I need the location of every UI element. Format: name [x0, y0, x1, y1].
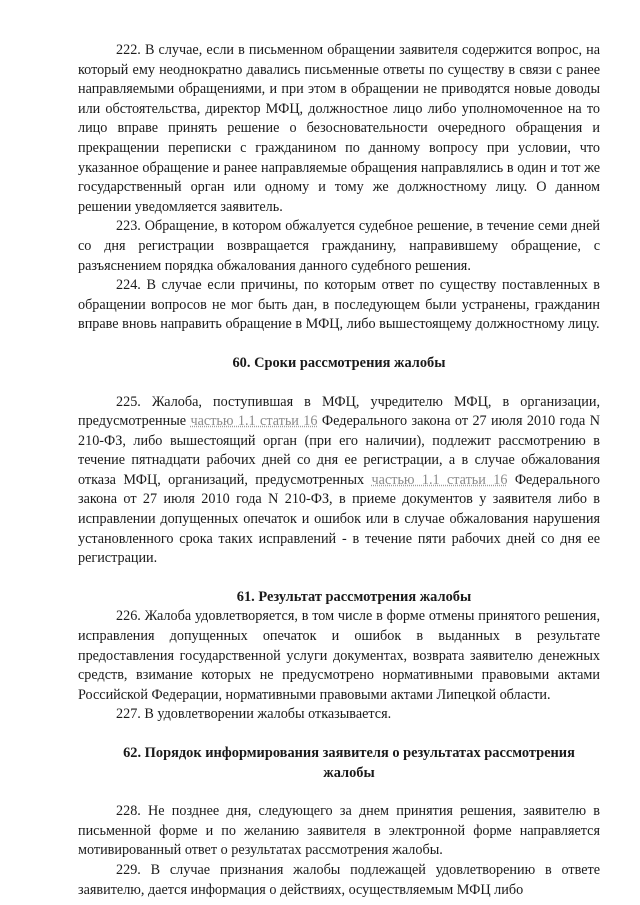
- paragraph-225: [78, 393, 600, 569]
- law-reference-link[interactable]: частью 1.1 статьи 16: [371, 471, 508, 488]
- paragraph-228: 228. Не позднее дня, следующего за днем принятия решения, заявителю в письменной форме и по желанию заявителя в электронной форме направляется мотивированный ответ о результатах рассмотрения жалобы.: [78, 803, 600, 859]
- paragraph-227: 227. В удовлетворении жалобы отказывается.: [116, 706, 392, 723]
- paragraph-229: 229. В случае признания жалобы подлежащей удовлетворению в ответе заявителю, дается информация о действиях, осуществляемым МФЦ либо: [78, 861, 600, 898]
- section-heading-62: 62. Порядок информирования заявителя о результатах рассмотрения жалобы: [123, 745, 575, 781]
- paragraph-226: 226. Жалоба удовлетворяется, в том числе в форме отмены принятого решения, исправления допущенных опечаток и ошибок в выданных в результате предоставления государственной услуги документах, возврата заявителю денежных средств, взимание которых не предусмотрено нормативными правовыми актами Российской Федерации, нормативными правовыми актами Липецкой области.: [78, 608, 600, 703]
- section-heading-60: 60. Сроки рассмотрения жалобы: [232, 354, 446, 371]
- document-page: [78, 41, 600, 900]
- paragraph-222: 222. В случае, если в письменном обращении заявителя содержится вопрос, на который ему неоднократно давались письменные ответы по существу в связи с ранее направляемыми обращениями, и при этом в обращении не приводятся новые доводы или обстоятельства, директор МФЦ, должностное лицо либо уполномоченное на то лицо вправе принять решение о безосновательности очередного обращения и прекращении переписки с гражданином по данному вопросу при условии, что указанное обращение и ранее направляемые обращения направлялись в один и тот же государственный орган или одному и тому же должностному лицу. О данном решении уведомляется заявитель.: [78, 42, 600, 215]
- paragraph-223: 223. Обращение, в котором обжалуется судебное решение, в течение семи дней со дня регистрации возвращается гражданину, направившему обращение, с разъяснением порядка обжалования данного судебного решения.: [78, 218, 600, 274]
- section-heading-61: 61. Результат рассмотрения жалобы: [236, 588, 472, 605]
- law-reference-link[interactable]: частью 1.1 статьи 16: [190, 413, 318, 430]
- paragraph-224: 224. В случае если причины, по которым ответ по существу поставленных в обращении вопросов не мог быть дан, в последующем были устранены, гражданин вправе вновь направить обращение в МФЦ, либо вышестоящему должностному лицу.: [78, 277, 600, 333]
- paragraph-225-text-2: Федерального закона от 27 июля 2010 года N 210-ФЗ, либо вышестоящий орган (при его наличии), подлежит рассмотрению в течение пятнадцати рабочих дней со дня ее регистрации, а в случае обжалования отказа МФЦ, организаций, предусмотренных: [78, 413, 600, 488]
- paragraph-225-text-3: Федерального закона от 27 июля 2010 года N 210-ФЗ, в приеме документов у заявителя либо в исправлении допущенных опечаток и ошибок или в случае обжалования нарушения установленного срока таких исправлений - в течение пяти рабочих дней со дня ее регистрации.: [78, 471, 600, 567]
- paragraph-225-text-1: 225. Жалоба, поступившая в МФЦ, учредителю МФЦ, в организации, предусмотренные: [78, 393, 600, 430]
